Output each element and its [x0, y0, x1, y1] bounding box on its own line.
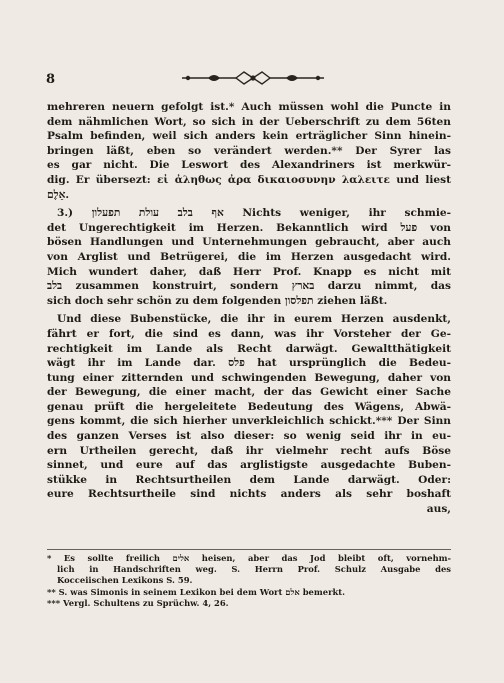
body-text [47, 100, 451, 517]
text-line: det Ungerechtigkeit im Herzen. Bekanntlich wird פעל von [47, 221, 451, 234]
text-line: Und diese Bubenstücke, die ihr in eurem Herzen ausdenkt, [57, 313, 451, 326]
text-line: gens kommt, die sich hierher unverkleichlich schickt.*** Der Sinn [47, 415, 451, 428]
text-line: der Bewegung, die einer macht, der das Gewicht einer Sache [47, 386, 451, 399]
footnote-line: lich in Handschriften weg. S. Herrn Prof. Schulz Ausgabe des [57, 564, 451, 575]
text-line: bösen Handlungen und Unternehmungen gebraucht, aber auch [47, 236, 451, 249]
text-line: tung einer zitternden und schwingenden Bewegung, daher von [47, 371, 451, 384]
footnote-line: *** Vergl. Schultens zu Sprüchw. 4, 26. [47, 597, 229, 608]
text-line: sinnet, und eure auf das arglistigste ausgedachte Buben- [47, 459, 451, 472]
text-line: wägt ihr im Lande dar. פלס hat ursprünglich die Bedeu- [47, 357, 451, 370]
text-line: mehreren neuern gefolgt ist.* Auch müssen wohl die Puncte in [47, 101, 451, 113]
text-line: fährt er fort, die sind es dann, was ihr Vorsteher der Ge- [47, 327, 451, 340]
text-line: Psalm befinden, weil sich anders kein erträglicher Sinn hinein- [47, 130, 451, 143]
text-line: 3.) אף בלב עולת תפעלון Nichts weniger, ihr schmie- [57, 207, 451, 220]
footnote-line: Kocceiischen Lexikons S. 59. [57, 575, 193, 586]
text-line: rechtigkeit im Lande als Recht darwägt. Gewaltthätigkeit [47, 342, 451, 355]
text-line: von Arglist und Betrügerei, die im Herzen ausgedacht wird. [47, 250, 451, 263]
text-line: des ganzen Verses ist also dieser: so wenig seid ihr in eu- [47, 430, 451, 443]
text-line: bringen läßt, eben so verändert werden.** Der Syrer las [47, 144, 451, 157]
text-line: genau prüft die hergeleitete Bedeutung des Wägens, Abwä- [47, 400, 451, 413]
text-line: אֵלֶם. [47, 188, 70, 201]
text-line: es gar nicht. Die Leswort des Alexandriners ist merkwür- [47, 159, 451, 172]
text-line: dem nähmlichen Wort, so sich in der Ueberschrift zu dem 56ten [47, 115, 451, 128]
footnote-line: * Es sollte freilich אלים heisen, aber das Jod bleibt oft, vornehm- [47, 553, 451, 563]
footnotes [47, 549, 451, 609]
page-number: 8 [46, 72, 56, 87]
footnote-line: ** S. was Simonis in seinem Lexikon bei dem Wort אלם bemerkt. [47, 586, 346, 597]
text-line: sich doch sehr schön zu dem folgenden תפלסון ziehen läßt. [47, 294, 388, 307]
text-line: dig. Er übersezt: εἰ ἀληθως ἀρα δικαιοσυνην λαλειτε und liest [47, 173, 451, 186]
fleuron-ornament [178, 69, 328, 87]
text-line: aus, [426, 503, 451, 516]
text-line: eure Rechtsurtheile sind nichts anders als sehr boshaft [47, 488, 451, 501]
text-line: בלב zusammen konstruirt, sondern בארץ darzu nimmt, das [47, 280, 451, 293]
text-line: stükke in Rechtsurtheilen dem Lande darwägt. Oder: [47, 473, 451, 486]
text-line: ern Urtheilen gerecht, daß ihr vielmehr recht aufs Böse [47, 444, 451, 457]
text-line: Mich wundert daher, daß Herr Prof. Knapp es nicht mit [47, 265, 451, 278]
